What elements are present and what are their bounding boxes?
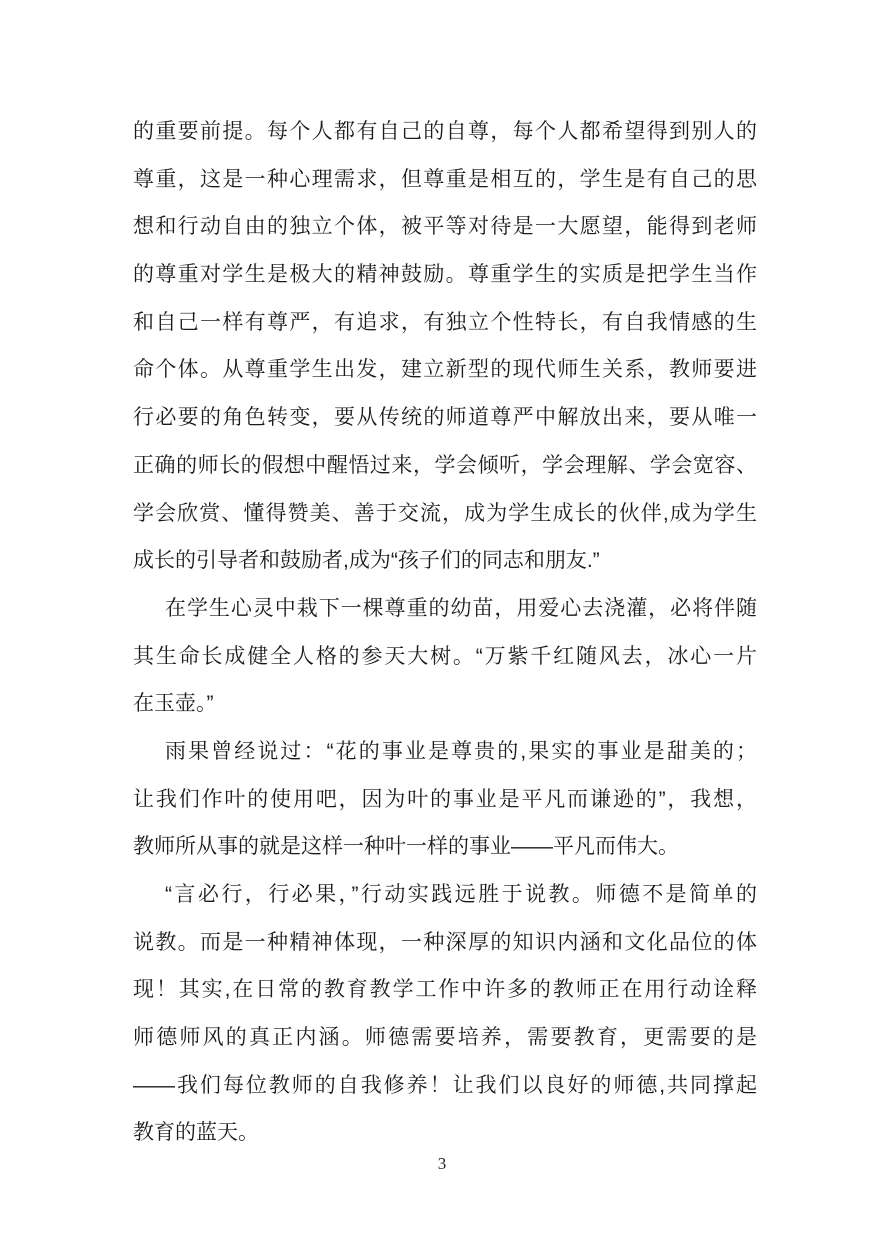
text-line: 教育的蓝天。 [133,1121,259,1145]
text-line: 现！其实,在日常的教育教学工作中许多的教师正在用行动诠释 [133,978,757,1002]
text-line: 和自己一样有尊严，有追求，有独立个性特长，有自我情感的生 [133,310,757,334]
text-line: ——我们每位教师的自我修养！让我们以良好的师德,共同撑起 [133,1073,757,1097]
text-line: 在玉壶。” [133,692,214,716]
text-line: 命个体。从尊重学生出发，建立新型的现代师生关系，教师要进 [133,358,757,382]
text-line: 教师所从事的就是这样一种叶一样的事业——平凡而伟大。 [133,835,679,859]
page-number: 3 [437,1154,447,1173]
text-line: 尊重，这是一种心理需求，但尊重是相互的，学生是有自己的思 [133,167,757,191]
text-line: 在学生心灵中栽下一棵尊重的幼苗，用爱心去浇灌，必将伴随 [165,596,757,620]
text-line: 说教。而是一种精神体现，一种深厚的知识内涵和文化品位的体 [133,930,757,954]
text-line: 行必要的角色转变，要从传统的师道尊严中解放出来，要从唯一 [133,406,757,430]
document-body [133,108,757,1157]
text-line: 的尊重对学生是极大的精神鼓励。尊重学生的实质是把学生当作 [133,263,757,287]
text-line: 想和行动自由的独立个体，被平等对待是一大愿望，能得到老师 [133,215,757,239]
text-line: 正确的师长的假想中醒悟过来，学会倾听，学会理解、学会宽容、 [133,453,757,477]
text-line: 其生命长成健全人格的参天大树。“万紫千红随风去，冰心一片 [133,644,757,668]
text-line: 的重要前提。每个人都有自己的自尊，每个人都希望得到别人的 [133,120,757,143]
text-line: 成长的引导者和鼓励者,成为“孩子们的同志和朋友.” [133,549,600,573]
text-line: “言必行，行必果，”行动实践远胜于说教。师德不是简单的 [165,883,757,906]
text-line: 师德师风的真正内涵。师德需要培养，需要教育，更需要的是 [133,1026,757,1050]
text-line: 让我们作叶的使用吧，因为叶的事业是平凡而谦逊的”，我想， [133,787,757,811]
page-footer [0,1152,884,1176]
text-line: 雨果曾经说过：“花的事业是尊贵的,果实的事业是甜美的； [165,739,757,763]
text-line: 学会欣赏、懂得赞美、善于交流，成为学生成长的伙伴,成为学生 [133,501,757,525]
